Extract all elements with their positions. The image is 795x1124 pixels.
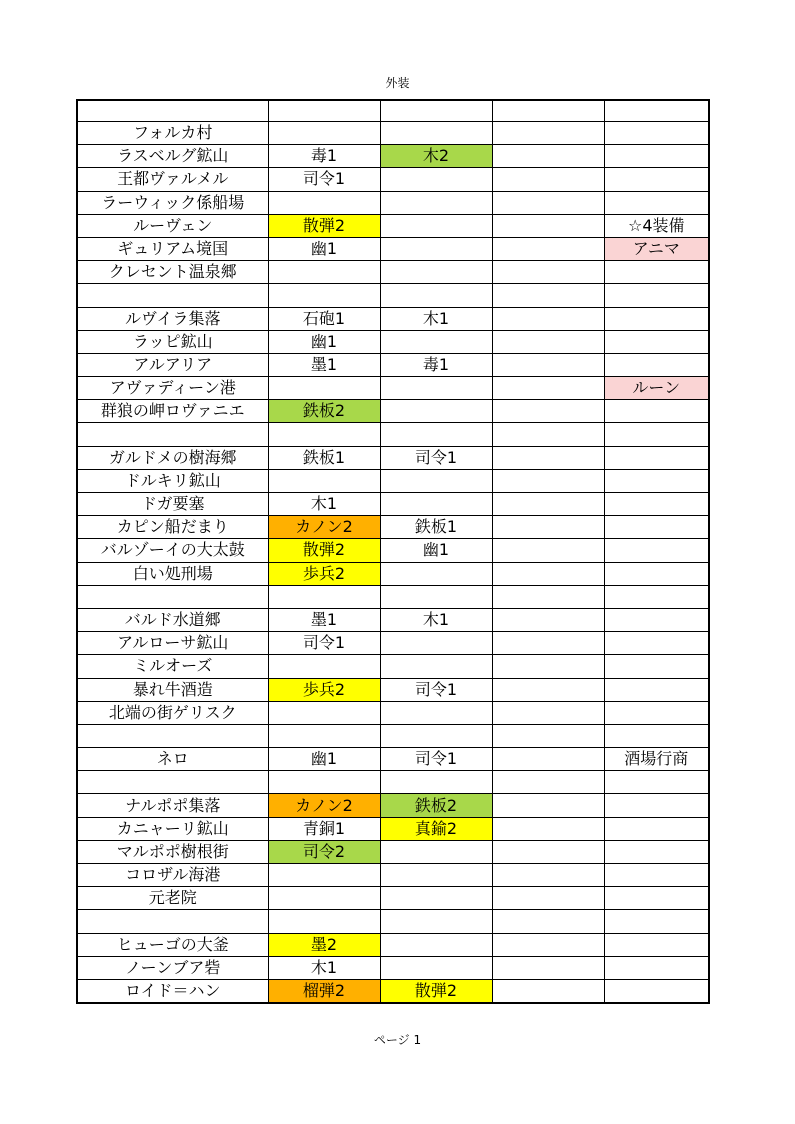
- table-row: [77, 122, 709, 145]
- value-cell-4[interactable]: [604, 910, 709, 933]
- value-cell-3[interactable]: [492, 585, 604, 608]
- value-cell-4[interactable]: [604, 979, 709, 1003]
- value-cell-1[interactable]: 墨1: [268, 353, 380, 376]
- value-cell-3[interactable]: [492, 933, 604, 956]
- value-cell-2[interactable]: [380, 933, 492, 956]
- location-cell[interactable]: アルアリア: [77, 353, 268, 376]
- table-row: [77, 145, 709, 168]
- spreadsheet-table: [76, 99, 710, 1004]
- page-header: 外装: [385, 76, 410, 90]
- table-row: [77, 748, 709, 771]
- value-cell-1[interactable]: [268, 655, 380, 678]
- location-cell[interactable]: カピン船だまり: [77, 516, 268, 539]
- location-cell[interactable]: [77, 423, 268, 446]
- value-cell-1[interactable]: 司令1: [268, 168, 380, 191]
- value-cell-1[interactable]: [268, 469, 380, 492]
- location-cell[interactable]: 王都ヴァルメル: [77, 168, 268, 191]
- value-cell-4[interactable]: [604, 400, 709, 423]
- table-row: [77, 794, 709, 817]
- table-row: [77, 632, 709, 655]
- value-cell-3[interactable]: [492, 840, 604, 863]
- table-row: [77, 168, 709, 191]
- table-row: [77, 910, 709, 933]
- value-cell-4[interactable]: [604, 307, 709, 330]
- table-row: [77, 377, 709, 400]
- table-row: [77, 493, 709, 516]
- value-cell-3[interactable]: [492, 122, 604, 145]
- value-cell-3[interactable]: [492, 284, 604, 307]
- value-cell-3[interactable]: [492, 469, 604, 492]
- value-cell-1[interactable]: 幽1: [268, 330, 380, 353]
- value-cell-1[interactable]: [268, 100, 380, 122]
- value-cell-1[interactable]: [268, 284, 380, 307]
- value-cell-4[interactable]: [604, 261, 709, 284]
- value-cell-1[interactable]: [268, 423, 380, 446]
- location-cell[interactable]: ラスベルグ鉱山: [77, 145, 268, 168]
- table-row: [77, 469, 709, 492]
- value-cell-4[interactable]: [604, 562, 709, 585]
- value-cell-2[interactable]: 司令1: [380, 446, 492, 469]
- value-cell-1[interactable]: 歩兵2: [268, 678, 380, 701]
- value-cell-3[interactable]: [492, 516, 604, 539]
- value-cell-3[interactable]: [492, 307, 604, 330]
- location-cell[interactable]: ギュリアム境国: [77, 237, 268, 260]
- table-row: [77, 678, 709, 701]
- table-row: [77, 261, 709, 284]
- location-cell[interactable]: アルローサ鉱山: [77, 632, 268, 655]
- value-cell-3[interactable]: [492, 817, 604, 840]
- value-cell-1[interactable]: 散弾2: [268, 214, 380, 237]
- location-cell[interactable]: コロザル海港: [77, 864, 268, 887]
- value-cell-1[interactable]: [268, 910, 380, 933]
- value-cell-4[interactable]: [604, 284, 709, 307]
- value-cell-4[interactable]: [604, 887, 709, 910]
- value-cell-2[interactable]: [380, 191, 492, 214]
- value-cell-2[interactable]: [380, 771, 492, 794]
- value-cell-4[interactable]: [604, 864, 709, 887]
- value-cell-4[interactable]: ☆4装備: [604, 214, 709, 237]
- table-row: [77, 284, 709, 307]
- value-cell-3[interactable]: [492, 423, 604, 446]
- value-cell-1[interactable]: [268, 864, 380, 887]
- value-cell-3[interactable]: [492, 261, 604, 284]
- location-cell[interactable]: ルヴイラ集落: [77, 307, 268, 330]
- location-cell[interactable]: ガルドメの樹海郷: [77, 446, 268, 469]
- value-cell-1[interactable]: 青銅1: [268, 817, 380, 840]
- value-cell-1[interactable]: [268, 724, 380, 747]
- value-cell-4[interactable]: [604, 655, 709, 678]
- value-cell-2[interactable]: 鉄板1: [380, 516, 492, 539]
- value-cell-2[interactable]: [380, 214, 492, 237]
- value-cell-4[interactable]: [604, 168, 709, 191]
- value-cell-1[interactable]: 散弾2: [268, 539, 380, 562]
- value-cell-3[interactable]: [492, 145, 604, 168]
- value-cell-2[interactable]: 木2: [380, 145, 492, 168]
- value-cell-1[interactable]: 歩兵2: [268, 562, 380, 585]
- value-cell-3[interactable]: [492, 748, 604, 771]
- value-cell-4[interactable]: [604, 933, 709, 956]
- value-cell-2[interactable]: [380, 100, 492, 122]
- table-row: [77, 516, 709, 539]
- value-cell-3[interactable]: [492, 214, 604, 237]
- location-cell[interactable]: カニャーリ鉱山: [77, 817, 268, 840]
- value-cell-2[interactable]: 毒1: [380, 353, 492, 376]
- table-row: [77, 771, 709, 794]
- value-cell-2[interactable]: 木1: [380, 608, 492, 631]
- value-cell-2[interactable]: 司令1: [380, 748, 492, 771]
- value-cell-3[interactable]: [492, 100, 604, 122]
- value-cell-2[interactable]: 真鍮2: [380, 817, 492, 840]
- value-cell-3[interactable]: [492, 701, 604, 724]
- value-cell-1[interactable]: 毒1: [268, 145, 380, 168]
- value-cell-3[interactable]: [492, 330, 604, 353]
- page-footer: ページ 1: [373, 1033, 422, 1047]
- location-cell[interactable]: 元老院: [77, 887, 268, 910]
- table-row: [77, 100, 709, 122]
- value-cell-2[interactable]: [380, 956, 492, 979]
- table-row: [77, 353, 709, 376]
- value-cell-4[interactable]: [604, 840, 709, 863]
- table-row: [77, 701, 709, 724]
- value-cell-1[interactable]: [268, 771, 380, 794]
- value-cell-1[interactable]: 木1: [268, 493, 380, 516]
- location-cell[interactable]: ノーンブア砦: [77, 956, 268, 979]
- value-cell-1[interactable]: 墨1: [268, 608, 380, 631]
- value-cell-4[interactable]: [604, 100, 709, 122]
- value-cell-4[interactable]: アニマ: [604, 237, 709, 260]
- location-cell[interactable]: ナルポポ集落: [77, 794, 268, 817]
- value-cell-2[interactable]: [380, 493, 492, 516]
- value-cell-1[interactable]: 榴弾2: [268, 979, 380, 1003]
- table-row: [77, 539, 709, 562]
- value-cell-2[interactable]: [380, 423, 492, 446]
- value-cell-1[interactable]: 石砲1: [268, 307, 380, 330]
- value-cell-3[interactable]: [492, 655, 604, 678]
- value-cell-2[interactable]: [380, 284, 492, 307]
- value-cell-4[interactable]: [604, 493, 709, 516]
- value-cell-4[interactable]: [604, 330, 709, 353]
- value-cell-2[interactable]: 散弾2: [380, 979, 492, 1003]
- value-cell-3[interactable]: [492, 979, 604, 1003]
- value-cell-3[interactable]: [492, 191, 604, 214]
- location-cell[interactable]: ロイド＝ハン: [77, 979, 268, 1003]
- value-cell-3[interactable]: [492, 794, 604, 817]
- value-cell-3[interactable]: [492, 400, 604, 423]
- location-cell[interactable]: ルーヴェン: [77, 214, 268, 237]
- value-cell-3[interactable]: [492, 446, 604, 469]
- value-cell-2[interactable]: 司令1: [380, 678, 492, 701]
- table-row: [77, 840, 709, 863]
- value-cell-4[interactable]: [604, 956, 709, 979]
- location-cell[interactable]: 暴れ牛酒造: [77, 678, 268, 701]
- value-cell-3[interactable]: [492, 237, 604, 260]
- location-cell[interactable]: [77, 771, 268, 794]
- value-cell-2[interactable]: [380, 562, 492, 585]
- value-cell-4[interactable]: [604, 539, 709, 562]
- location-cell[interactable]: ラッピ鉱山: [77, 330, 268, 353]
- table-row: [77, 933, 709, 956]
- value-cell-3[interactable]: [492, 678, 604, 701]
- value-cell-4[interactable]: [604, 632, 709, 655]
- value-cell-2[interactable]: [380, 237, 492, 260]
- value-cell-4[interactable]: [604, 469, 709, 492]
- value-cell-4[interactable]: [604, 516, 709, 539]
- value-cell-4[interactable]: [604, 817, 709, 840]
- table-row: [77, 237, 709, 260]
- value-cell-1[interactable]: 鉄板2: [268, 400, 380, 423]
- value-cell-2[interactable]: [380, 400, 492, 423]
- table-row: [77, 446, 709, 469]
- value-cell-2[interactable]: [380, 701, 492, 724]
- table-row: [77, 423, 709, 446]
- value-cell-1[interactable]: [268, 887, 380, 910]
- value-cell-2[interactable]: [380, 910, 492, 933]
- table-row: [77, 887, 709, 910]
- value-cell-1[interactable]: 幽1: [268, 748, 380, 771]
- value-cell-1[interactable]: [268, 377, 380, 400]
- value-cell-1[interactable]: [268, 585, 380, 608]
- value-cell-3[interactable]: [492, 910, 604, 933]
- table-row: [77, 655, 709, 678]
- value-cell-2[interactable]: [380, 585, 492, 608]
- location-cell[interactable]: ドガ要塞: [77, 493, 268, 516]
- location-cell[interactable]: クレセント温泉郷: [77, 261, 268, 284]
- location-cell[interactable]: ドルキリ鉱山: [77, 469, 268, 492]
- value-cell-4[interactable]: [604, 122, 709, 145]
- value-cell-1[interactable]: [268, 701, 380, 724]
- value-cell-1[interactable]: 鉄板1: [268, 446, 380, 469]
- value-cell-3[interactable]: [492, 632, 604, 655]
- value-cell-4[interactable]: [604, 771, 709, 794]
- value-cell-3[interactable]: [492, 864, 604, 887]
- value-cell-4[interactable]: ルーン: [604, 377, 709, 400]
- value-cell-2[interactable]: [380, 864, 492, 887]
- value-cell-2[interactable]: [380, 632, 492, 655]
- value-cell-2[interactable]: [380, 655, 492, 678]
- table-row: [77, 330, 709, 353]
- value-cell-3[interactable]: [492, 539, 604, 562]
- table-row: [77, 979, 709, 1003]
- value-cell-4[interactable]: 酒場行商: [604, 748, 709, 771]
- value-cell-4[interactable]: [604, 585, 709, 608]
- table-row: [77, 724, 709, 747]
- value-cell-2[interactable]: [380, 887, 492, 910]
- value-cell-4[interactable]: [604, 678, 709, 701]
- value-cell-2[interactable]: [380, 330, 492, 353]
- value-cell-4[interactable]: [604, 701, 709, 724]
- value-cell-1[interactable]: [268, 261, 380, 284]
- table-row: [77, 214, 709, 237]
- location-cell[interactable]: バルゾーイの大太鼓: [77, 539, 268, 562]
- table-row: [77, 864, 709, 887]
- location-cell[interactable]: 白い処刑場: [77, 562, 268, 585]
- table-row: [77, 608, 709, 631]
- value-cell-4[interactable]: [604, 446, 709, 469]
- value-cell-1[interactable]: 司令1: [268, 632, 380, 655]
- location-cell[interactable]: [77, 585, 268, 608]
- value-cell-1[interactable]: 木1: [268, 956, 380, 979]
- value-cell-3[interactable]: [492, 168, 604, 191]
- value-cell-3[interactable]: [492, 771, 604, 794]
- value-cell-4[interactable]: [604, 353, 709, 376]
- value-cell-1[interactable]: [268, 191, 380, 214]
- value-cell-1[interactable]: [268, 122, 380, 145]
- location-cell[interactable]: ミルオーズ: [77, 655, 268, 678]
- value-cell-3[interactable]: [492, 377, 604, 400]
- table-row: [77, 956, 709, 979]
- location-cell[interactable]: 北端の街ゲリスク: [77, 701, 268, 724]
- location-cell[interactable]: 群狼の岬ロヴァニエ: [77, 400, 268, 423]
- value-cell-2[interactable]: [380, 840, 492, 863]
- value-cell-3[interactable]: [492, 493, 604, 516]
- table-row: [77, 585, 709, 608]
- table-row: [77, 562, 709, 585]
- value-cell-1[interactable]: カノン2: [268, 516, 380, 539]
- table-row: [77, 191, 709, 214]
- location-cell[interactable]: ヒューゴの大釜: [77, 933, 268, 956]
- value-cell-3[interactable]: [492, 887, 604, 910]
- value-cell-2[interactable]: [380, 377, 492, 400]
- location-cell[interactable]: [77, 910, 268, 933]
- value-cell-4[interactable]: [604, 724, 709, 747]
- location-cell[interactable]: ラーウィック係船場: [77, 191, 268, 214]
- value-cell-1[interactable]: カノン2: [268, 794, 380, 817]
- location-cell[interactable]: [77, 284, 268, 307]
- value-cell-3[interactable]: [492, 724, 604, 747]
- value-cell-1[interactable]: 幽1: [268, 237, 380, 260]
- value-cell-2[interactable]: [380, 168, 492, 191]
- location-cell[interactable]: フォルカ村: [77, 122, 268, 145]
- value-cell-2[interactable]: [380, 122, 492, 145]
- location-cell[interactable]: [77, 100, 268, 122]
- location-cell[interactable]: アヴァディーン港: [77, 377, 268, 400]
- value-cell-2[interactable]: [380, 469, 492, 492]
- table-row: [77, 817, 709, 840]
- value-cell-1[interactable]: 墨2: [268, 933, 380, 956]
- value-cell-2[interactable]: 幽1: [380, 539, 492, 562]
- location-cell[interactable]: ネロ: [77, 748, 268, 771]
- value-cell-2[interactable]: 鉄板2: [380, 794, 492, 817]
- value-cell-4[interactable]: [604, 608, 709, 631]
- value-cell-3[interactable]: [492, 353, 604, 376]
- value-cell-4[interactable]: [604, 423, 709, 446]
- value-cell-1[interactable]: 司令2: [268, 840, 380, 863]
- value-cell-4[interactable]: [604, 145, 709, 168]
- table-row: [77, 307, 709, 330]
- value-cell-2[interactable]: 木1: [380, 307, 492, 330]
- value-cell-3[interactable]: [492, 608, 604, 631]
- location-cell[interactable]: バルド水道郷: [77, 608, 268, 631]
- value-cell-2[interactable]: [380, 261, 492, 284]
- location-cell[interactable]: マルポポ樹根街: [77, 840, 268, 863]
- value-cell-2[interactable]: [380, 724, 492, 747]
- value-cell-4[interactable]: [604, 794, 709, 817]
- table-row: [77, 400, 709, 423]
- location-cell[interactable]: [77, 724, 268, 747]
- value-cell-3[interactable]: [492, 956, 604, 979]
- value-cell-3[interactable]: [492, 562, 604, 585]
- value-cell-4[interactable]: [604, 191, 709, 214]
